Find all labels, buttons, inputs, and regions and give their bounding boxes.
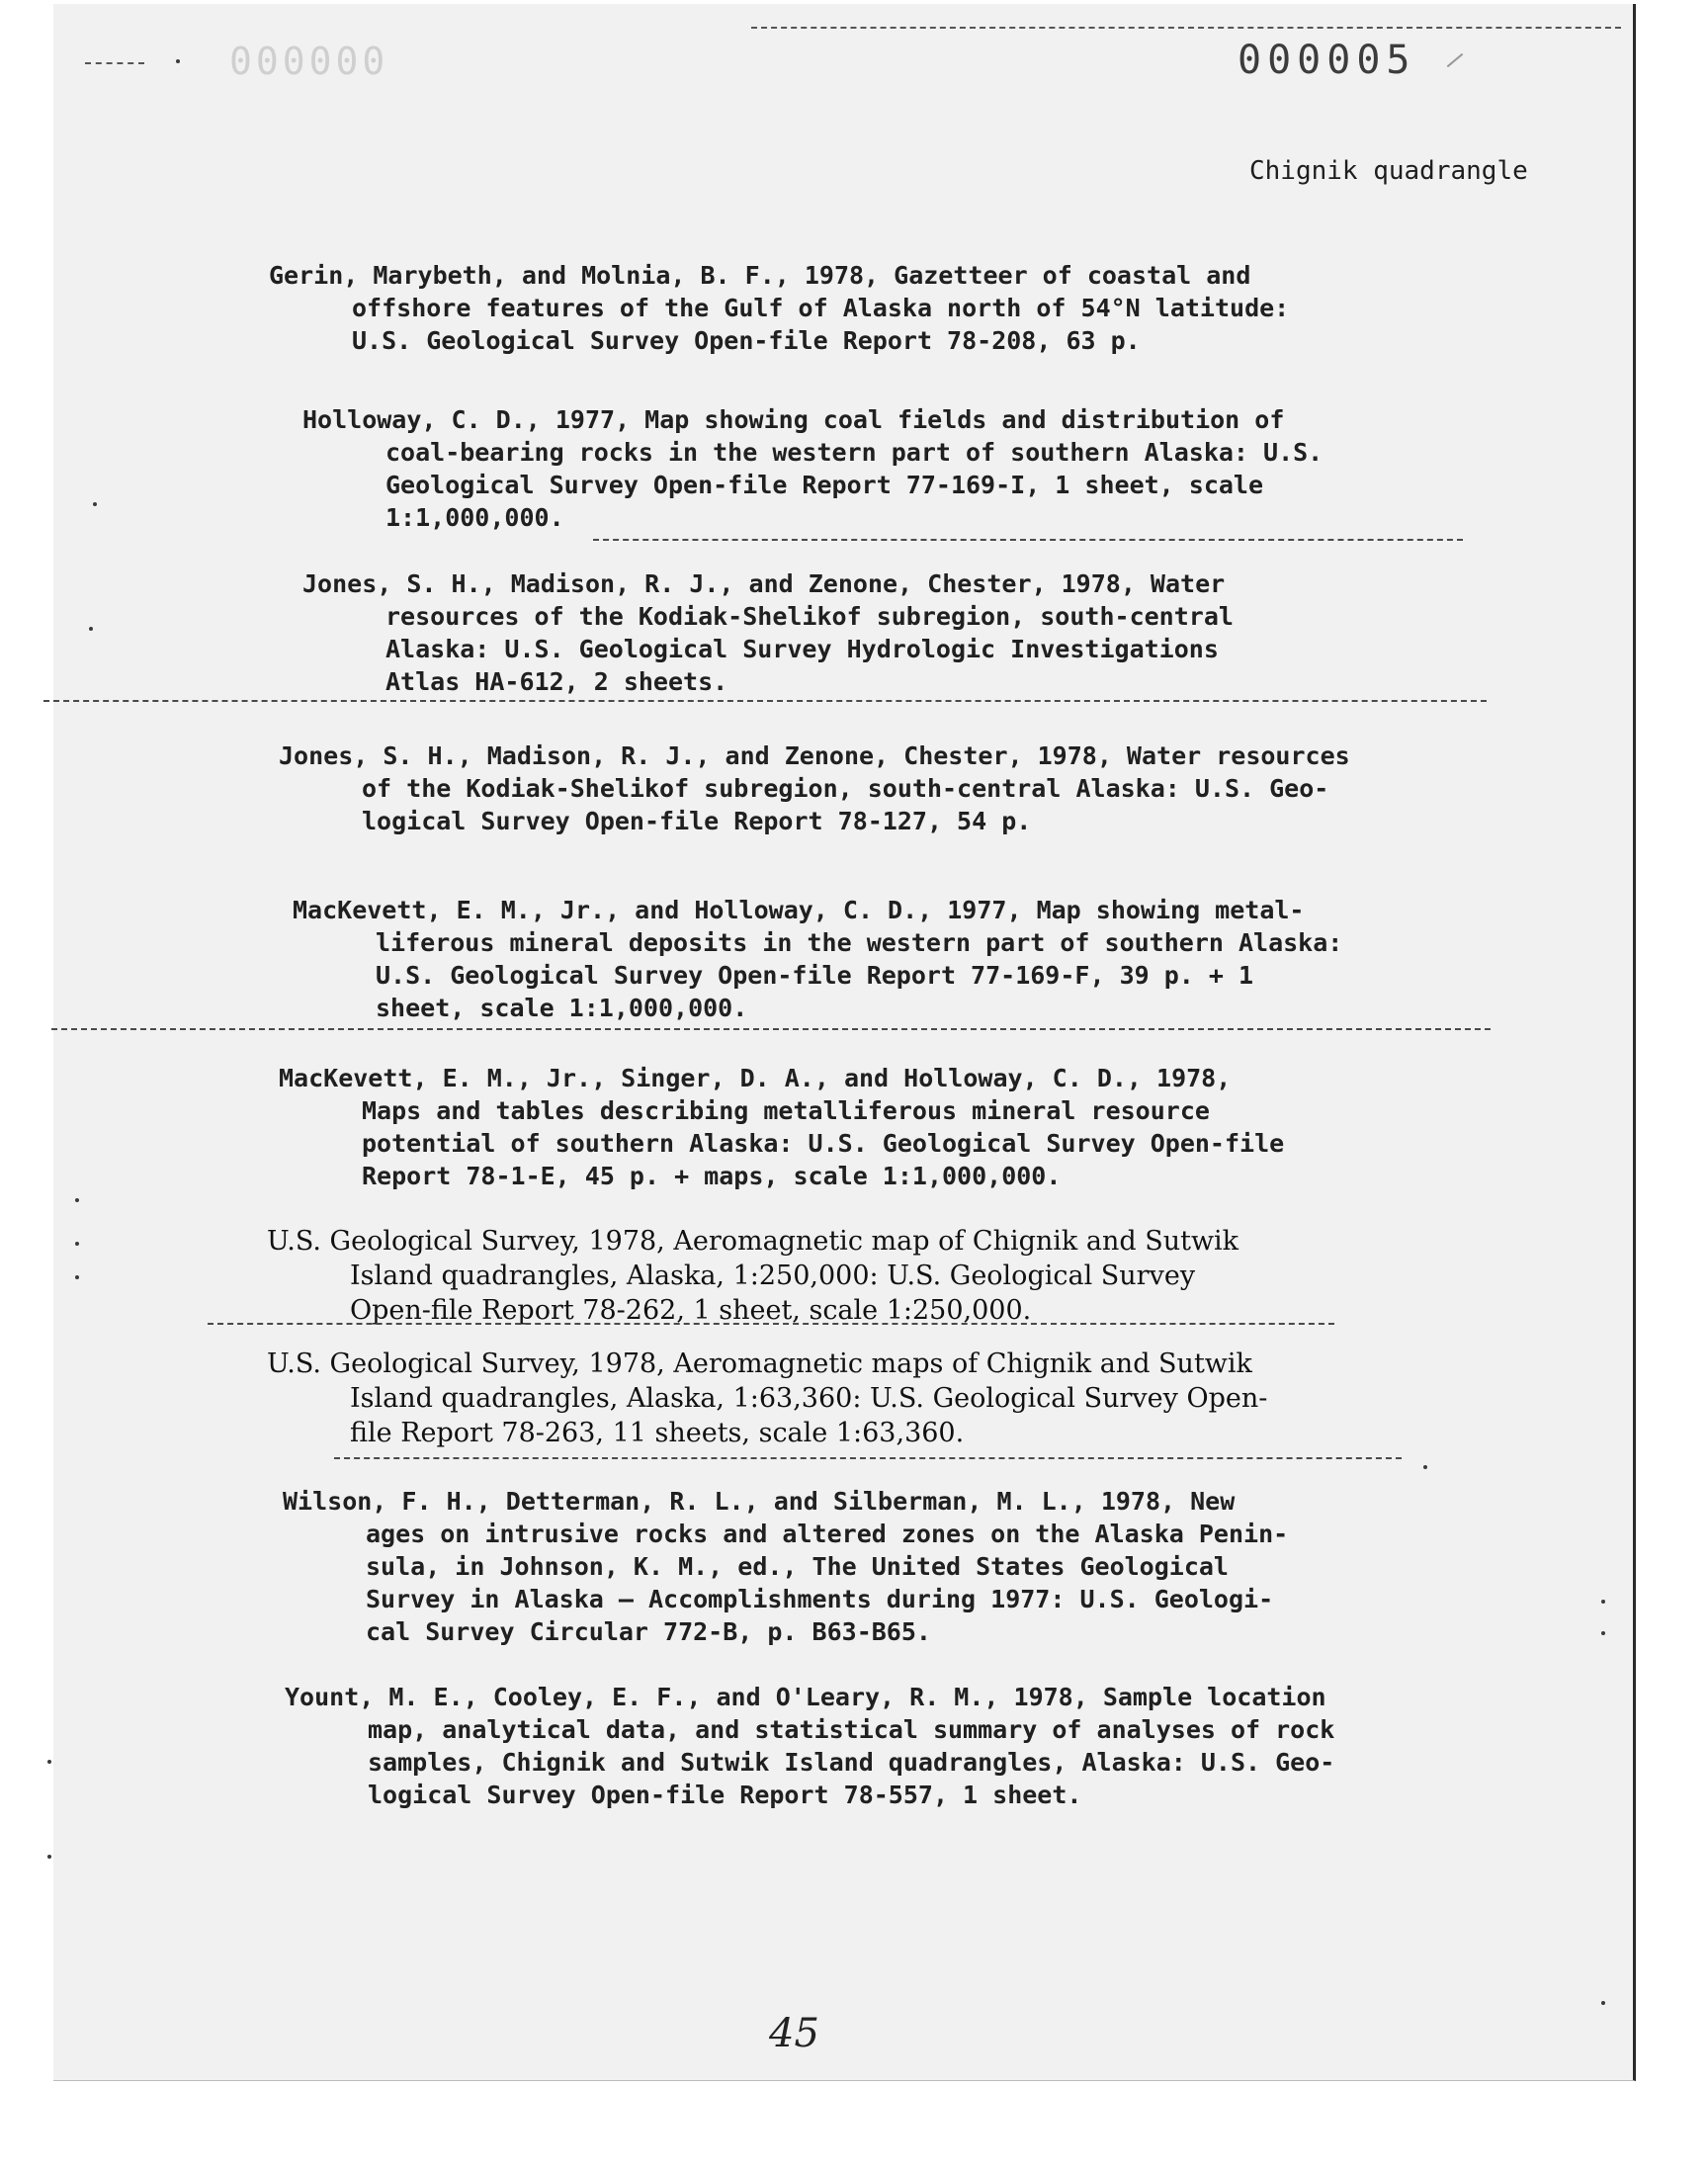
faded-stamp-number: 000000	[229, 40, 389, 83]
reference-entry-jones-atlas: Jones, S. H., Madison, R. J., and Zenone, Chester, 1978, Water resources of the Kodiak-Shelikof subregion, south-central Alaska: U.S. Geological Survey Hydrologic Investigations Atlas HA-612, 2 sheets.	[302, 569, 1234, 696]
scan-speck	[47, 1760, 51, 1764]
scan-speck	[1601, 2001, 1605, 2005]
scan-speck	[93, 502, 97, 506]
stamp-number: 000005	[1238, 38, 1416, 83]
scan-speck	[47, 1855, 51, 1859]
scan-rule	[334, 1457, 1402, 1459]
scan-speck	[1601, 1600, 1605, 1604]
scan-speck	[75, 1242, 79, 1246]
reference-entry-gerin: Gerin, Marybeth, and Molnia, B. F., 1978, Gazetteer of coastal and offshore features of the Gulf of Alaska north of 54°N latitude: U.S. Geological Survey Open-file Report 78-208, 63 p.	[269, 261, 1290, 355]
scan-speck	[1423, 1465, 1427, 1469]
scan-rule	[593, 539, 1463, 541]
reference-entry-mackevett-1977: MacKevett, E. M., Jr., and Holloway, C. D., 1977, Map showing metal- liferous mineral deposits in the western part of southern Alaska: U.S. Geological Survey Open-file Report 77-169-F, 39 p. + 1 sheet, scale 1:1,000,000.	[293, 896, 1343, 1022]
scan-speck	[176, 59, 180, 63]
reference-entry-mackevett-1978: MacKevett, E. M., Jr., Singer, D. A., and Holloway, C. D., 1978, Maps and tables describing metalliferous mineral resource potential of southern Alaska: U.S. Geological Survey Open-file Report 78-1-E, 45 p. + maps, scale 1:1,000,000.	[279, 1064, 1285, 1190]
page-number: 45	[769, 2011, 819, 2056]
reference-entry-wilson: Wilson, F. H., Detterman, R. L., and Silberman, M. L., 1978, New ages on intrusive rocks and altered zones on the Alaska Penin- sula, in Johnson, K. M., ed., The United States Geological Survey in Alaska — Accomplishments during 1977: U.S. Geologi- cal Survey Circular 772-B, p. B63-B65.	[283, 1487, 1289, 1646]
scan-rule	[43, 700, 1487, 702]
scan-speck	[75, 1198, 79, 1202]
reference-entry-holloway: Holloway, C. D., 1977, Map showing coal fields and distribution of coal-bearing rocks in the western part of southern Alaska: U.S. Geological Survey Open-file Report 77-169-I, 1 sheet, scale 1:1,000,000.	[302, 405, 1324, 532]
scan-speck	[89, 627, 93, 631]
scan-speck	[1601, 1631, 1605, 1635]
scan-mark	[85, 62, 144, 64]
reference-entry-jones-openfile: Jones, S. H., Madison, R. J., and Zenone, Chester, 1978, Water resources of the Kodiak-Shelikof subregion, south-central Alaska: U.S. Geo- logical Survey Open-file Report 78-127, 54 p.	[279, 741, 1350, 835]
reference-entry-usgs-78-262: U.S. Geological Survey, 1978, Aeromagnetic map of Chignik and Sutwik Island quadrangles, Alaska, 1:250,000: U.S. Geological Survey Open-file Report 78-262, 1 sheet, scale 1:250,000.	[267, 1226, 1239, 1326]
scan-rule	[51, 1028, 1491, 1030]
scan-rule	[208, 1323, 1334, 1325]
reference-entry-yount: Yount, M. E., Cooley, E. F., and O'Leary, R. M., 1978, Sample location map, analytical data, and statistical summary of analyses of rock samples, Chignik and Sutwik Island quadrangles, Alaska: U.S. Geo- logical Survey Open-file Report 78-557, 1 sheet.	[285, 1683, 1335, 1809]
scan-rule	[751, 27, 1621, 29]
scan-speck	[75, 1275, 79, 1279]
quadrangle-header: Chignik quadrangle	[1249, 156, 1528, 186]
reference-entry-usgs-78-263: U.S. Geological Survey, 1978, Aeromagnetic maps of Chignik and Sutwik Island quadrangles, Alaska, 1:63,360: U.S. Geological Survey Open- file Report 78-263, 11 sheets, scale 1:63,360.	[267, 1348, 1268, 1448]
